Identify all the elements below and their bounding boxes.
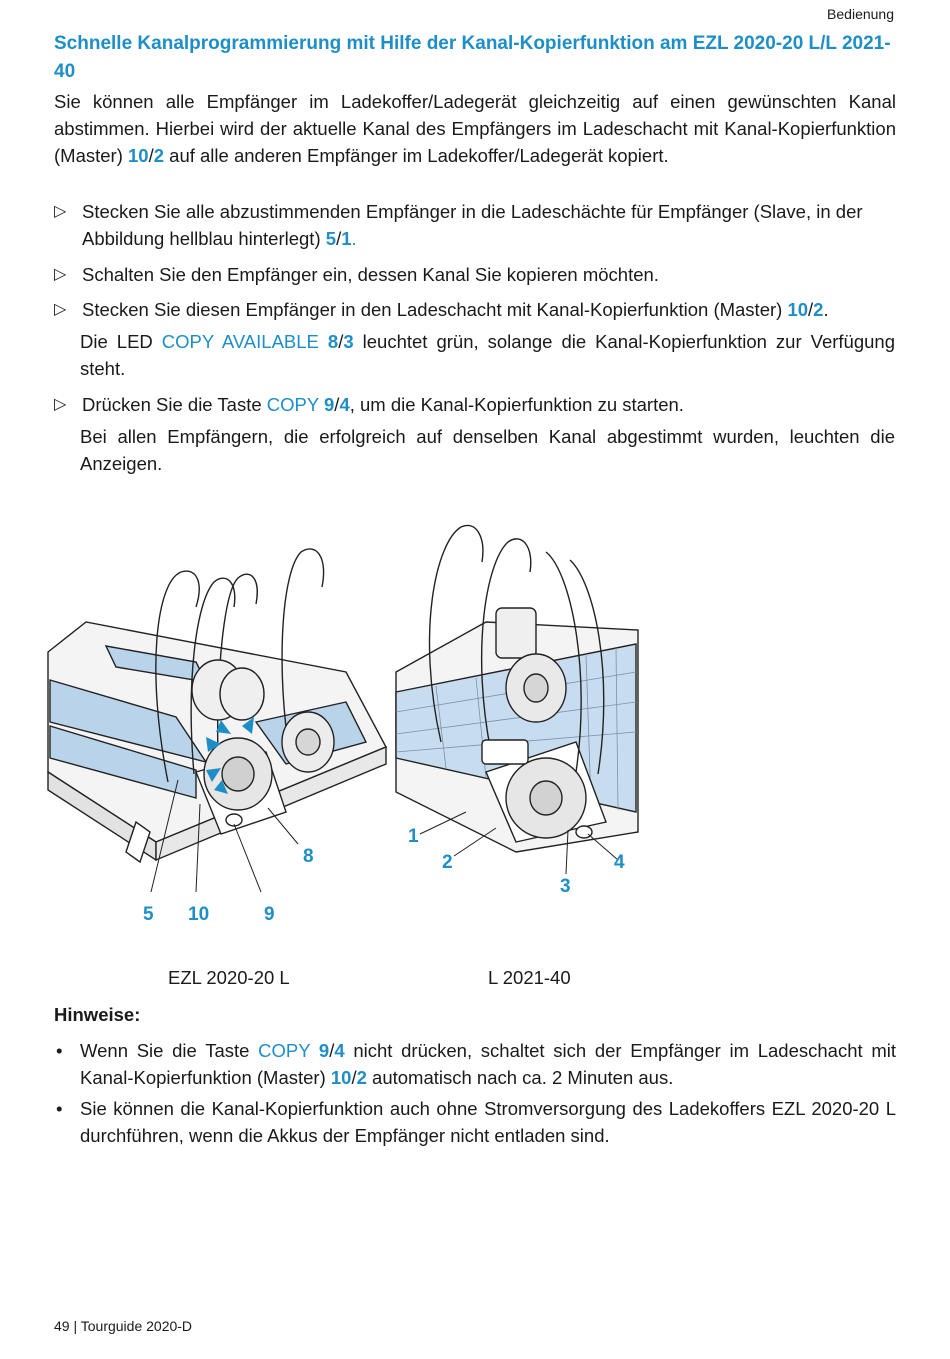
text-run: Wenn Sie die Taste — [80, 1040, 259, 1061]
highlight-text: 5 — [325, 228, 337, 249]
callout-9: 9 — [264, 904, 275, 925]
intro-paragraph — [54, 88, 896, 169]
highlight-text: 1 — [341, 228, 352, 249]
step-4-text — [82, 391, 896, 418]
text-run: Stecken Sie alle abzustimmenden Empfänger in die Ladeschächte für Empfänger (Slave, in der Abbildung hellblau hinterlegt) — [82, 201, 863, 249]
section-title: Schnelle Kanalprogrammierung mit Hilfe der Kanal-Kopierfunktion am EZL 2020-20 L/L 2021-40 — [54, 33, 891, 82]
page-number: 49 — [54, 1318, 70, 1334]
text-run: Stecken Sie diesen Empfänger in den Ladeschacht mit Kanal-Kopierfunktion (Master) — [82, 299, 788, 320]
step-arrow-icon: ▷ — [54, 203, 67, 220]
l-2021-40-illustration — [396, 525, 638, 874]
bullet-dot-icon: • — [56, 1040, 63, 1061]
text-run: . — [823, 299, 829, 320]
caption-l-2021-40: L 2021-40 — [488, 967, 571, 988]
highlight-text: 9 — [318, 1040, 330, 1061]
note-item-2 — [54, 1095, 896, 1149]
text-run: Bei allen Empfängern, die erfolgreich auf denselben Kanal abgestimmt wurden, leuchten die Anzeigen. — [80, 426, 895, 474]
text-run: / — [808, 299, 814, 320]
callout-8: 8 — [303, 846, 314, 867]
callout-1: 1 — [408, 826, 419, 847]
text-run: / — [329, 1040, 335, 1061]
step-3 — [54, 296, 896, 323]
bullet-dot-icon: • — [56, 1098, 63, 1119]
document-name: Tourguide 2020-D — [80, 1318, 193, 1334]
page-footer — [54, 1318, 192, 1334]
text-run: / — [338, 331, 344, 352]
text-run: nicht drücken, schaltet sich der Empfänger im Ladeschacht mit Kanal-Kopierfunktion (Master) — [80, 1040, 896, 1088]
step-3-result — [80, 328, 895, 382]
text-run: leuchtet grün, solange die Kanal-Kopierfunktion zur Verfügung steht. — [80, 331, 895, 379]
step-arrow-icon: ▷ — [54, 396, 67, 413]
text-run: Die LED — [80, 331, 162, 352]
callout-5: 5 — [143, 904, 154, 925]
notes-heading: Hinweise: — [54, 1004, 141, 1025]
charger-illustrations — [46, 512, 646, 932]
text-run: Sie können die Kanal-Kopierfunktion auch ohne Stromversorgung des Ladekoffers EZL 2020-20 L durchführen, wenn die Akkus der Empfänger nicht entladen sind. — [80, 1098, 896, 1146]
highlight-text: 10 — [787, 299, 809, 320]
callout-2: 2 — [442, 852, 453, 873]
highlight-text: 2 — [813, 299, 824, 320]
note-item-1 — [54, 1037, 896, 1091]
text-run: / — [351, 1067, 357, 1088]
text-run: automatisch nach ca. 2 Minuten aus. — [366, 1067, 674, 1088]
highlight-text: 4 — [334, 1040, 345, 1061]
text-run: / — [334, 394, 340, 415]
highlight-text: COPY AVAILABLE — [161, 331, 328, 352]
highlight-text: COPY — [258, 1040, 319, 1061]
step-4-result — [80, 423, 895, 477]
running-header: Bedienung — [827, 6, 894, 22]
step-1-text — [82, 198, 896, 252]
ezl-2020-20-l-illustration — [48, 549, 386, 892]
text-run: auf alle anderen Empfänger im Ladekoffer/Ladegerät kopiert. — [164, 145, 669, 166]
highlight-text: 2 — [153, 145, 165, 166]
note-item-2-text — [80, 1095, 896, 1149]
step-arrow-icon: ▷ — [54, 301, 67, 318]
highlight-text: 8 — [327, 331, 339, 352]
highlight-text: 10 — [330, 1067, 352, 1088]
text-run: , um die Kanal-Kopierfunktion zu starten. — [349, 394, 684, 415]
highlight-text: 10 — [128, 145, 149, 166]
highlight-text: . — [351, 228, 357, 249]
step-2-text — [82, 261, 896, 288]
step-arrow-icon: ▷ — [54, 266, 67, 283]
text-run: / — [336, 228, 342, 249]
step-1 — [54, 198, 896, 252]
note-item-1-text — [80, 1037, 896, 1091]
highlight-text: 9 — [324, 394, 335, 415]
text-run: / — [148, 145, 154, 166]
text-run: Drücken Sie die Taste — [82, 394, 267, 415]
step-3-text — [82, 296, 896, 323]
step-4 — [54, 391, 896, 418]
text-run: Sie können alle Empfänger im Ladekoffer/Ladegerät gleichzeitig auf einen gewünschten Kanal abstimmen. Hierbei wird der aktuelle Kanal des Empfängers im Ladeschacht mit Kanal-Kopierfunktion (Master) — [54, 91, 896, 166]
callout-4: 4 — [614, 852, 625, 873]
highlight-text: 3 — [343, 331, 354, 352]
text-run: Schalten Sie den Empfänger ein, dessen Kanal Sie kopieren möchten. — [82, 264, 659, 285]
highlight-text: COPY — [266, 394, 324, 415]
callout-10: 10 — [188, 904, 210, 925]
step-2 — [54, 261, 896, 288]
caption-ezl-2020-20-l: EZL 2020-20 L — [168, 967, 290, 988]
highlight-text: 4 — [339, 394, 350, 415]
callout-3: 3 — [560, 876, 571, 897]
highlight-text: 2 — [356, 1067, 367, 1088]
footer-separator: | — [73, 1318, 78, 1334]
